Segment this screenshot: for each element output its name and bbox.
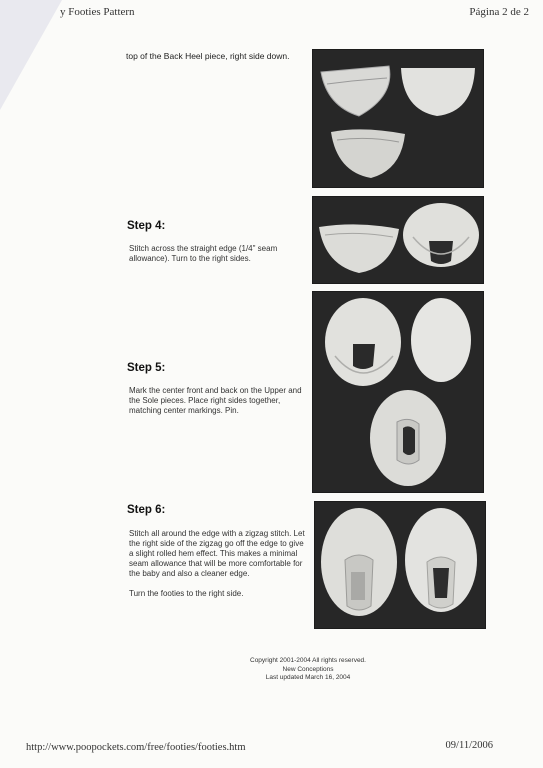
step-5-paragraph: Mark the center front and back on the Upper and the Sole pieces. Place right sides together, matching center markings. Pin. xyxy=(129,386,302,415)
step-4-text xyxy=(129,244,309,274)
page-fold xyxy=(0,0,62,110)
step-6-photo xyxy=(314,501,486,629)
step-6-title: Step 6: xyxy=(127,504,166,516)
company-name: New Conceptions xyxy=(282,665,334,673)
step-4-paragraph: Stitch across the straight edge (1/4" seam allowance). Turn to the right sides. xyxy=(129,244,278,263)
step-6-paragraph-2: Turn the footies to the right side. xyxy=(129,589,244,598)
footer-date: 09/11/2006 xyxy=(445,740,493,751)
header-title: y Footies Pattern xyxy=(60,6,135,18)
copyright-block xyxy=(200,657,416,683)
copyright-line: Copyright 2001-2004 All rights reserved. xyxy=(250,657,366,664)
step-5-photo xyxy=(312,291,484,493)
footer-url: http://www.poopockets.com/free/footies/footies.htm xyxy=(26,742,246,753)
back-heel-photo xyxy=(312,49,484,188)
step-4-photo xyxy=(312,196,484,284)
step-5-text xyxy=(129,386,309,426)
step-6-text xyxy=(129,529,309,609)
step-4-title: Step 4: xyxy=(127,220,166,232)
step-6-paragraph-1: Stitch all around the edge with a zigzag stitch. Let the right side of the zigzag go off the edge to give a slight rolled hem effect. This makes a minimal seam allowance that will be more comfortable for the baby and also a cleaner edge. xyxy=(129,529,305,578)
intro-text: top of the Back Heel piece, right side down. xyxy=(126,51,290,61)
page-number: Página 2 de 2 xyxy=(469,6,529,18)
last-updated: Last updated March 16, 2004 xyxy=(265,674,351,681)
step-5-title: Step 5: xyxy=(127,362,166,374)
